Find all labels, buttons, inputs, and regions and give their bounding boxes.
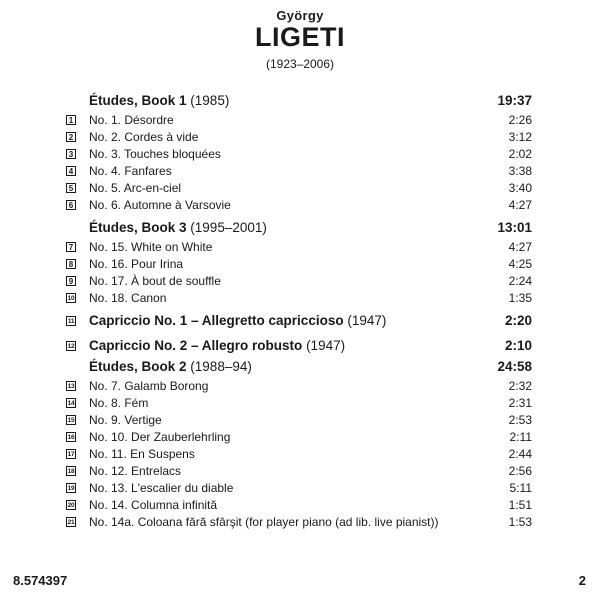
page-number: 2 (578, 573, 586, 588)
section-total-duration: 13:01 (497, 220, 532, 235)
track-row (0, 112, 600, 129)
track-number-box: 21 (67, 519, 75, 526)
track-number-box: 4 (66, 166, 76, 176)
section-header (0, 338, 600, 355)
track-number-box: 16 (67, 434, 75, 441)
section-total-duration: 19:37 (497, 93, 532, 108)
track-duration: 5:11 (509, 481, 532, 495)
section-title-line (89, 93, 229, 108)
section-year: (1947) (347, 313, 387, 328)
track-number-box: 19 (67, 485, 75, 492)
track-title: No. 8. Fém (89, 396, 149, 410)
track-row (0, 412, 600, 429)
track-duration: 1:35 (508, 291, 532, 305)
section-year: (1985) (190, 93, 230, 108)
track-title: No. 12. Entrelacs (89, 464, 182, 478)
track-title: No. 3. Touches bloquées (89, 147, 221, 161)
track-title: No. 4. Fanfares (89, 164, 172, 178)
track-duration: 2:31 (508, 396, 532, 410)
track-row (0, 129, 600, 146)
track-row (0, 429, 600, 446)
section-title: Capriccio No. 1 – Allegretto capriccioso (89, 313, 344, 328)
track-number-box: 20 (67, 502, 75, 509)
track-row (0, 146, 600, 163)
section-year: (1988–94) (190, 359, 252, 374)
track-number-box: 7 (66, 242, 76, 252)
track-duration: 4:27 (508, 198, 532, 212)
track-row (0, 273, 600, 290)
section-title: Capriccio No. 2 – Allegro robusto (89, 338, 303, 353)
track-duration: 4:25 (508, 257, 532, 271)
track-duration: 2:32 (508, 379, 532, 393)
track-number-box: 13 (67, 383, 75, 390)
track-title: No. 14. Columna infinită (89, 498, 218, 512)
section-title: Études, Book 1 (89, 93, 187, 108)
track-duration: 1:53 (508, 515, 532, 529)
section-title-line (89, 220, 267, 235)
track-duration: 2:56 (508, 464, 532, 478)
track-row (0, 514, 600, 531)
section-total-duration: 2:20 (504, 313, 532, 328)
track-duration: 2:02 (508, 147, 532, 161)
section-year: (1995–2001) (190, 220, 267, 235)
track-row (0, 239, 600, 256)
track-number-box: 17 (67, 451, 75, 458)
track-duration: 2:53 (508, 413, 532, 427)
track-number-box: 8 (66, 259, 76, 269)
track-title: No. 15. White on White (89, 240, 213, 254)
track-row (0, 497, 600, 514)
section-header (0, 220, 600, 237)
track-number-box: 15 (67, 417, 75, 424)
track-duration: 2:44 (508, 447, 532, 461)
section-header (0, 93, 600, 110)
track-duration: 1:51 (508, 498, 532, 512)
track-title: No. 10. Der Zauberlehrling (89, 430, 231, 444)
section-title-line (89, 313, 386, 328)
track-duration: 3:38 (508, 164, 532, 178)
track-duration: 3:12 (508, 130, 532, 144)
track-title: No. 11. En Suspens (89, 447, 195, 461)
track-title: No. 16. Pour Irina (89, 257, 184, 271)
track-title: No. 2. Cordes à vide (89, 130, 199, 144)
track-row (0, 256, 600, 273)
section-title-line (89, 359, 252, 374)
section-header (0, 313, 600, 330)
track-title: No. 7. Galamb Borong (89, 379, 209, 393)
composer-dates: (1923–2006) (265, 57, 335, 71)
track-title: No. 14a. Coloana fără sfârşit (for player piano (ad lib. live pianist)) (89, 515, 439, 529)
track-row (0, 378, 600, 395)
track-row (0, 180, 600, 197)
track-row (0, 163, 600, 180)
track-number-box: 9 (66, 276, 76, 286)
track-number-box: 5 (66, 183, 76, 193)
track-title: No. 5. Arc-en-ciel (89, 181, 182, 195)
track-number-box: 1 (66, 115, 76, 125)
section-year: (1947) (306, 338, 346, 353)
track-number-box: 12 (67, 343, 75, 350)
track-title: No. 9. Vertige (89, 413, 162, 427)
section-title-line (89, 338, 345, 353)
track-title: No. 13. L'escalier du diable (89, 481, 234, 495)
track-title: No. 6. Automne à Varsovie (89, 198, 231, 212)
section-total-duration: 24:58 (497, 359, 532, 374)
section-title: Études, Book 2 (89, 359, 187, 374)
track-row (0, 446, 600, 463)
track-duration: 3:40 (508, 181, 532, 195)
track-row (0, 395, 600, 412)
section-title: Études, Book 3 (89, 220, 187, 235)
track-row (0, 197, 600, 214)
track-number-box: 6 (66, 200, 76, 210)
track-number-box: 18 (67, 468, 75, 475)
track-title: No. 18. Canon (89, 291, 167, 305)
track-title: No. 17. À bout de souffle (89, 274, 221, 288)
track-number-box: 14 (67, 400, 75, 407)
track-duration: 2:24 (508, 274, 532, 288)
section-header (0, 359, 600, 376)
track-title: No. 1. Désordre (89, 113, 174, 127)
track-number-box: 10 (67, 295, 75, 302)
catalog-number: 8.574397 (13, 573, 68, 588)
composer-last-name: LIGETI (255, 22, 345, 52)
track-number-box: 11 (67, 318, 75, 325)
track-duration: 2:11 (509, 430, 532, 444)
track-row (0, 480, 600, 497)
track-number-box: 3 (66, 149, 76, 159)
section-total-duration: 2:10 (504, 338, 532, 353)
composer-first-name: György (276, 8, 324, 23)
track-duration: 2:26 (508, 113, 532, 127)
track-row (0, 290, 600, 307)
track-row (0, 463, 600, 480)
track-duration: 4:27 (508, 240, 532, 254)
track-number-box: 2 (66, 132, 76, 142)
